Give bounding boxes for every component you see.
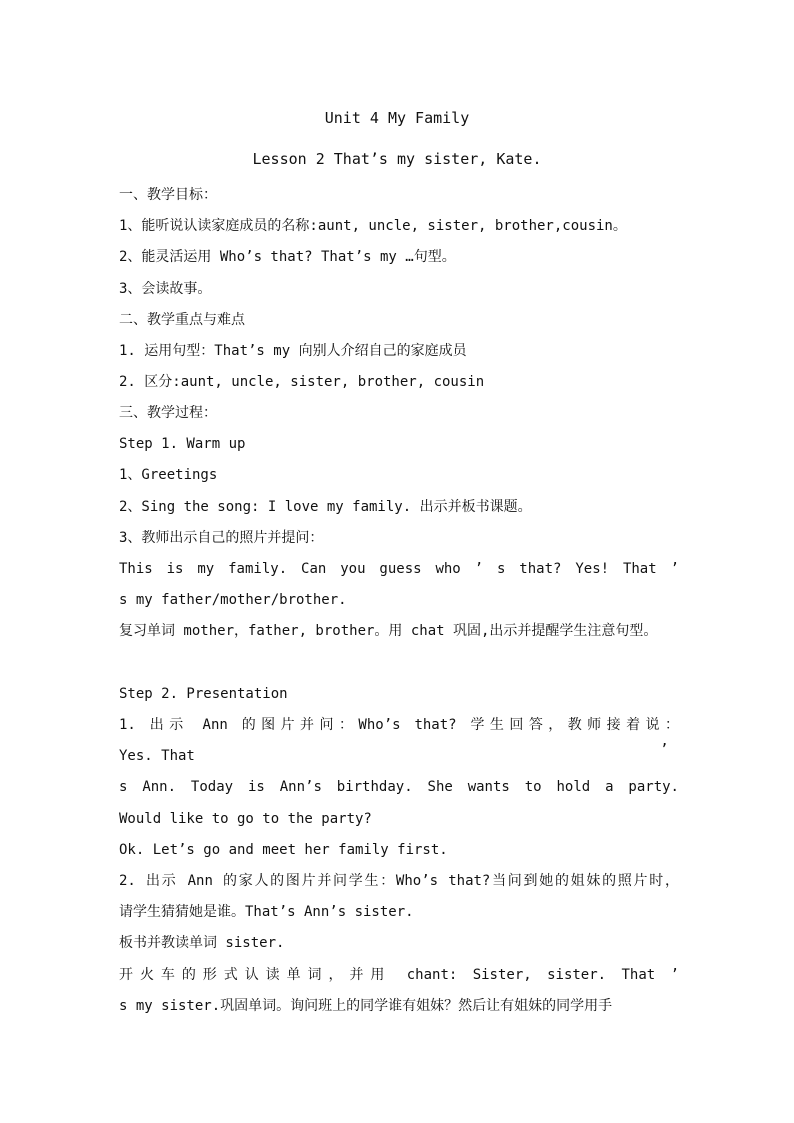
key-point-2: 2. 区分:aunt, uncle, sister, brother, cousin (119, 374, 485, 390)
step-1-heading: Step 1. Warm up (119, 436, 246, 452)
dialogue-line-1: This is my family. Can you guess who ’ s that? Yes! That ’ (119, 561, 679, 577)
presentation-line-yes: Yes. That (119, 748, 195, 764)
presentation-line-birthday: s Ann. Today is Ann’s birthday. She wants to hold a party. (119, 779, 679, 795)
presentation-line-party: Would like to go to the party? (119, 811, 372, 827)
document-title: Unit 4 My Family (324, 109, 470, 127)
objective-1: 1、能听说认读家庭成员的名称:aunt, uncle, sister, brother,cousin。 (119, 218, 627, 234)
step-2-item-2: 2. 出示 Ann 的家人的图片并问学生：Who’s that?当问到她的姐妹的照片时， (119, 873, 679, 889)
guess-sister-line: 请学生猜猜她是谁。That’s Ann’s sister. (119, 904, 414, 920)
presentation-line-family: Ok. Let’s go and meet her family first. (119, 842, 448, 858)
step-1-item-1: 1、Greetings (119, 467, 218, 483)
key-point-1: 1. 运用句型：That’s my 向别人介绍自己的家庭成员 (119, 343, 467, 359)
lesson-subtitle: Lesson 2 That’s my sister, Kate. (252, 150, 542, 168)
teach-word-line: 板书并教读单词 sister. (119, 935, 285, 951)
step-1-item-3: 3、教师出示自己的照片并提问： (119, 530, 324, 546)
step-2-item-1: 1. 出示 Ann 的图片并问：Who’s that? 学生回答，教师接着说： (119, 717, 679, 733)
section-heading-objectives: 一、教学目标： (119, 187, 217, 203)
review-words-line: 复习单词 mother，father, brother。用 chat 巩固,出示并提醒学生注意句型。 (119, 623, 658, 639)
step-1-item-2: 2、Sing the song: I love my family. 出示并板书课题。 (119, 499, 532, 515)
chant-line-1: 开火车的形式认读单词，并用 chant: Sister, sister. That ’ (119, 967, 679, 983)
section-heading-process: 三、教学过程： (119, 405, 217, 421)
objective-2: 2、能灵活运用 Who’s that? That’s my …句型。 (119, 249, 456, 265)
presentation-apostrophe: ’ (660, 742, 669, 758)
objective-3: 3、会读故事。 (119, 281, 212, 297)
step-2-heading: Step 2. Presentation (119, 686, 288, 702)
section-heading-key-points: 二、教学重点与难点 (119, 312, 245, 328)
chant-line-2: s my sister.巩固单词。询问班上的同学谁有姐妹？然后让有姐妹的同学用手 (119, 998, 613, 1014)
dialogue-line-2: s my father/mother/brother. (119, 592, 347, 608)
